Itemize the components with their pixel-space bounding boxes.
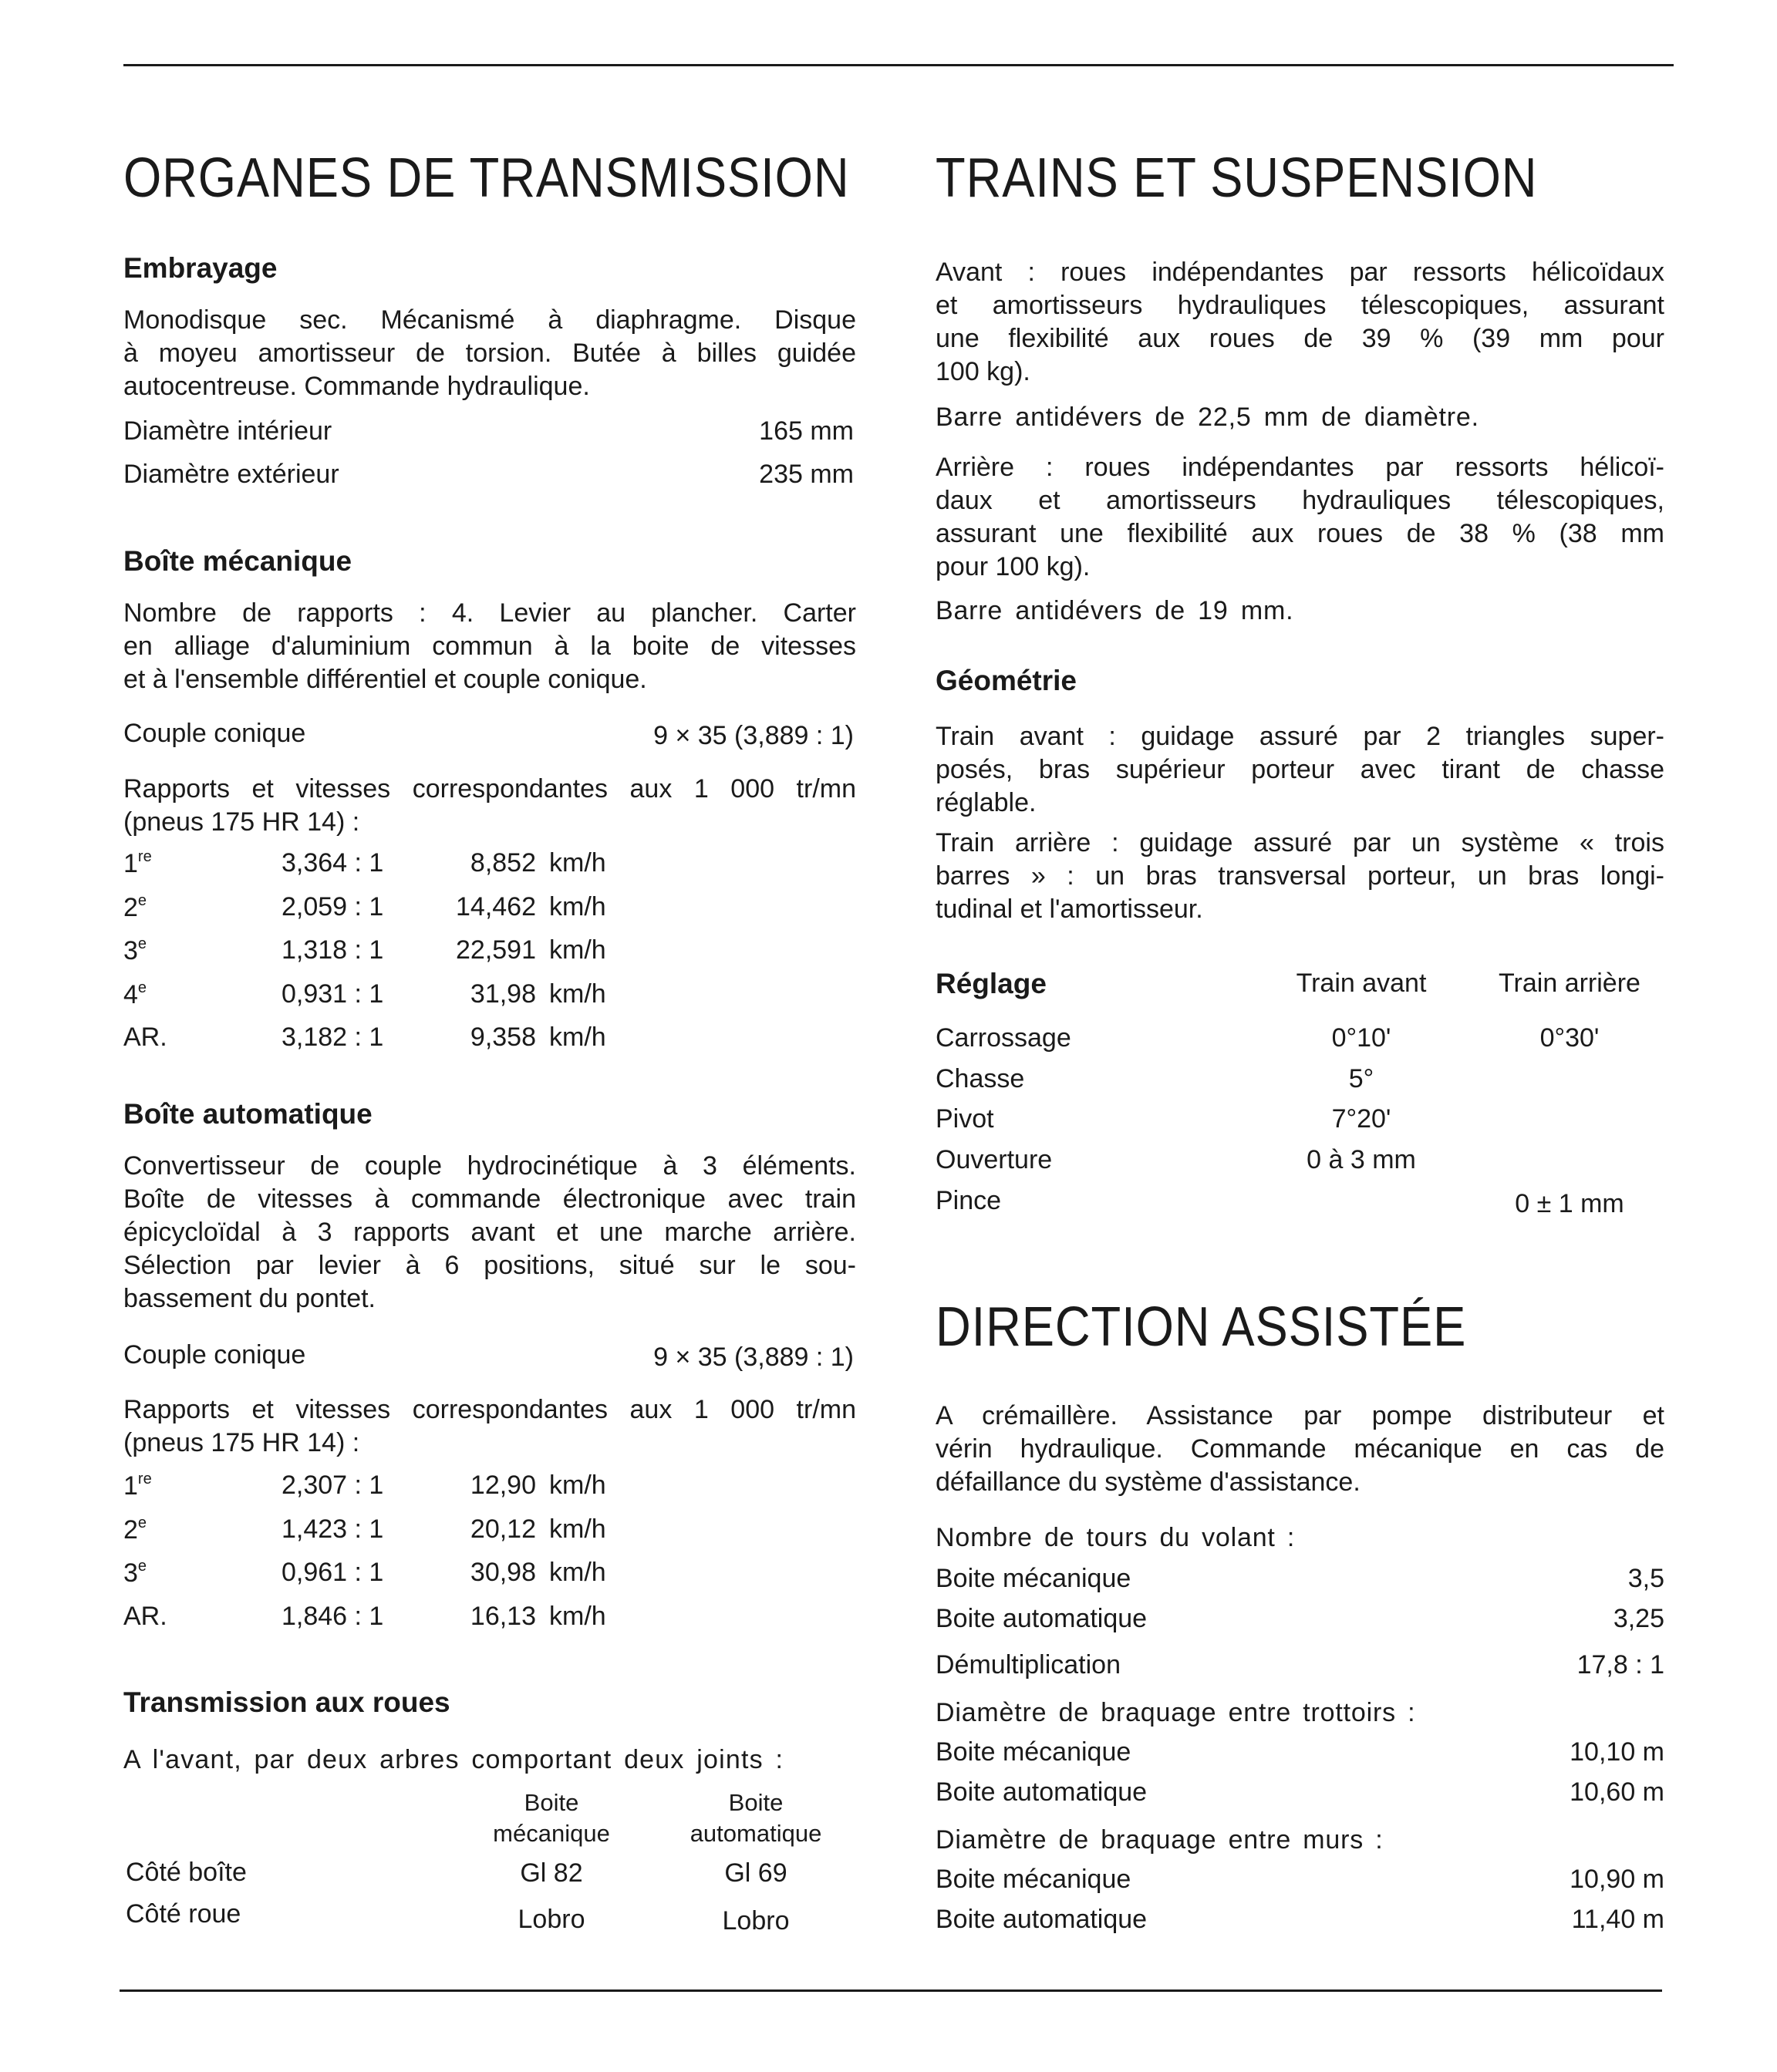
gear-suffix: e: [137, 935, 147, 952]
suspension-avant-text: Avant : roues indépendantes par ressorts hélicoïdaux et amortisseurs hydrauliques télescopiques, assurant une flexibilité aux roues de 39 % (39 mm pour 100 kg).: [936, 258, 1664, 386]
suspension-arriere-barre: Barre antidévers de 19 mm.: [936, 596, 1294, 625]
direction-row-value: 3,25: [1613, 1604, 1664, 1633]
gear-ratio: 1,318 : 1: [282, 935, 384, 965]
automatique-text: Convertisseur de couple hydrocinétique à 3 éléments. Boîte de vitesses à commande électronique avec train épicycloïdal à 3 rapports avant et une marche arrière. Sélection par levier à 6 positions, situé sur le sou- bassement du pontet.: [123, 1151, 856, 1313]
roues-row-v2: Gl 69: [724, 1858, 787, 1888]
gear-speed: 31,98: [470, 979, 536, 1009]
roues-row-v1: Gl 82: [520, 1858, 583, 1888]
rapports-text: Rapports et vitesses correspondantes aux 1 000 tr/mn (pneus 175 HR 14) :: [123, 774, 856, 837]
gear-speed: 30,98: [470, 1558, 536, 1587]
reglage-row-label: Carrossage: [936, 1023, 1071, 1053]
direction-row-value: 11,40 m: [1571, 1905, 1664, 1934]
gear-number: AR.: [123, 1023, 167, 1052]
direction-row-label: Boite mécanique: [936, 1564, 1131, 1593]
embrayage-row-label: Diamètre extérieur: [123, 460, 339, 489]
roues-row-v2: Lobro: [722, 1906, 790, 1936]
demult-label: Démultiplication: [936, 1650, 1121, 1679]
couple-label: Couple conique: [123, 719, 306, 748]
gear-unit: km/h: [549, 891, 606, 921]
couple-value: 9 × 35 (3,889 : 1): [653, 1343, 854, 1372]
gear-speed: 20,12: [470, 1514, 536, 1544]
roues-row-label: Côté roue: [126, 1899, 241, 1929]
gear-label: [123, 1558, 147, 1589]
gear-number: 2: [123, 892, 138, 922]
gear-speed: 22,591: [456, 935, 536, 965]
gear-unit: km/h: [549, 1471, 606, 1500]
geometrie-avant-text: Train avant : guidage assuré par 2 triangles super- posés, bras supérieur porteur avec tirant de chasse réglable.: [936, 722, 1664, 817]
gear-ratio: 2,307 : 1: [282, 1471, 384, 1500]
gear-unit: km/h: [549, 1023, 606, 1052]
reglage-row-label: Pince: [936, 1186, 1002, 1215]
gear-suffix: e: [137, 979, 147, 996]
roues-heading: Transmission aux roues: [123, 1686, 450, 1718]
gear-speed: 14,462: [456, 891, 536, 921]
mecanique-text: Nombre de rapports : 4. Levier au plancher. Carter en alliage d'aluminium commun à la boite de vitesses et à l'ensemble différentiel et couple conique.: [123, 598, 856, 694]
demult-value: 17,8 : 1: [1576, 1650, 1664, 1679]
gear-label: [123, 979, 147, 1010]
reglage-row-arriere: 0 ± 1 mm: [1515, 1189, 1624, 1218]
direction-title: DIRECTION ASSISTÉE: [936, 1296, 1467, 1358]
roues-col-automatique: Boite automatique: [690, 1789, 822, 1847]
mecanique-heading: Boîte mécanique: [123, 545, 352, 577]
gear-label: [123, 1514, 147, 1545]
gear-speed: 9,358: [470, 1023, 536, 1052]
reglage-row-avant: 0 à 3 mm: [1307, 1145, 1416, 1174]
gear-suffix: re: [137, 848, 152, 865]
gear-ratio: 0,961 : 1: [282, 1558, 384, 1587]
embrayage-row-value: 235 mm: [759, 460, 854, 489]
suspension-arriere-text: Arrière : roues indépendantes par ressorts hélicoï- daux et amortisseurs hydrauliques télescopiques, assurant une flexibilité aux roues de 38 % (38 mm pour 100 kg).: [936, 453, 1664, 581]
gear-speed: 8,852: [470, 848, 536, 878]
reglage-col-arriere: Train arrière: [1499, 969, 1640, 998]
roues-row-v1: Lobro: [518, 1905, 585, 1934]
reglage-row-avant: 5°: [1348, 1064, 1374, 1093]
direction-row-value: 10,90 m: [1570, 1865, 1664, 1894]
gear-label: [123, 1023, 167, 1053]
geometrie-arriere-text: Train arrière : guidage assuré par un système « trois barres » : un bras transversal porteur, un bras longi- tudinal et l'amortisseur.: [936, 828, 1664, 924]
gear-label: [123, 848, 152, 879]
top-rule: [123, 64, 1674, 66]
gear-label: [123, 892, 147, 923]
rapports-text: Rapports et vitesses correspondantes aux 1 000 tr/mn (pneus 175 HR 14) :: [123, 1395, 856, 1457]
suspension-avant-barre: Barre antidévers de 22,5 mm de diamètre.: [936, 403, 1479, 432]
gear-suffix: e: [137, 1558, 147, 1575]
bottom-rule: [120, 1989, 1662, 1992]
direction-row-label: Boite automatique: [936, 1777, 1148, 1807]
gear-label: [123, 935, 147, 966]
suspension-title: TRAINS ET SUSPENSION: [936, 147, 1538, 209]
gear-unit: km/h: [549, 1514, 606, 1544]
gear-number: AR.: [123, 1601, 167, 1631]
embrayage-heading: Embrayage: [123, 252, 278, 284]
direction-text: A crémaillère. Assistance par pompe distributeur et vérin hydraulique. Commande mécanique en cas de défaillance du système d'assistance.: [936, 1401, 1664, 1497]
reglage-col-avant: Train avant: [1296, 969, 1427, 998]
gear-number: 1: [123, 849, 138, 878]
trottoirs-label: Diamètre de braquage entre trottoirs :: [936, 1698, 1416, 1727]
gear-label: [123, 1602, 167, 1632]
direction-row-value: 10,60 m: [1570, 1777, 1664, 1807]
gear-unit: km/h: [549, 848, 606, 878]
automatique-heading: Boîte automatique: [123, 1098, 373, 1130]
gear-unit: km/h: [549, 1601, 606, 1631]
gear-speed: 16,13: [470, 1601, 536, 1631]
reglage-row-avant: 0°10': [1331, 1023, 1391, 1053]
gear-suffix: re: [137, 1471, 152, 1487]
gear-ratio: 1,423 : 1: [282, 1514, 384, 1544]
geometrie-heading: Géométrie: [936, 665, 1077, 696]
gear-speed: 12,90: [470, 1471, 536, 1500]
gear-number: 1: [123, 1471, 138, 1501]
direction-row-value: 3,5: [1627, 1564, 1664, 1593]
gear-label: [123, 1471, 152, 1501]
couple-label: Couple conique: [123, 1340, 306, 1370]
reglage-row-arriere: 0°30': [1539, 1023, 1600, 1053]
gear-suffix: e: [137, 891, 147, 909]
roues-text: A l'avant, par deux arbres comportant deux joints :: [123, 1745, 784, 1774]
roues-col-mecanique: Boite mécanique: [493, 1789, 610, 1847]
gear-number: 3: [123, 1558, 138, 1588]
direction-row-label: Boite mécanique: [936, 1865, 1131, 1894]
reglage-heading: Réglage: [936, 968, 1047, 999]
roues-row-label: Côté boîte: [126, 1858, 247, 1887]
gear-ratio: 1,846 : 1: [282, 1601, 384, 1631]
gear-ratio: 0,931 : 1: [282, 979, 384, 1009]
tours-label: Nombre de tours du volant :: [936, 1523, 1296, 1552]
gear-ratio: 2,059 : 1: [282, 891, 384, 921]
direction-row-value: 10,10 m: [1570, 1737, 1664, 1767]
gear-unit: km/h: [549, 979, 606, 1009]
gear-number: 3: [123, 936, 138, 965]
gear-number: 2: [123, 1514, 138, 1545]
direction-row-label: Boite mécanique: [936, 1737, 1131, 1767]
embrayage-row-label: Diamètre intérieur: [123, 416, 332, 446]
gear-suffix: e: [137, 1514, 147, 1531]
gear-ratio: 3,182 : 1: [282, 1023, 384, 1052]
direction-row-label: Boite automatique: [936, 1604, 1148, 1633]
couple-value: 9 × 35 (3,889 : 1): [653, 721, 854, 750]
transmission-title: ORGANES DE TRANSMISSION: [123, 147, 850, 209]
embrayage-text: Monodisque sec. Mécanismé à diaphragme. Disque à moyeu amortisseur de torsion. Butée à billes guidée autocentreuse. Commande hydraulique.: [123, 305, 856, 401]
reglage-row-label: Chasse: [936, 1064, 1025, 1093]
reglage-row-avant: 7°20': [1331, 1104, 1391, 1134]
reglage-row-label: Ouverture: [936, 1145, 1053, 1174]
murs-label: Diamètre de braquage entre murs :: [936, 1825, 1384, 1855]
gear-number: 4: [123, 979, 138, 1009]
reglage-row-label: Pivot: [936, 1104, 994, 1134]
gear-ratio: 3,364 : 1: [282, 848, 384, 878]
gear-unit: km/h: [549, 1558, 606, 1587]
gear-unit: km/h: [549, 935, 606, 965]
direction-row-label: Boite automatique: [936, 1905, 1148, 1934]
embrayage-row-value: 165 mm: [759, 416, 854, 446]
